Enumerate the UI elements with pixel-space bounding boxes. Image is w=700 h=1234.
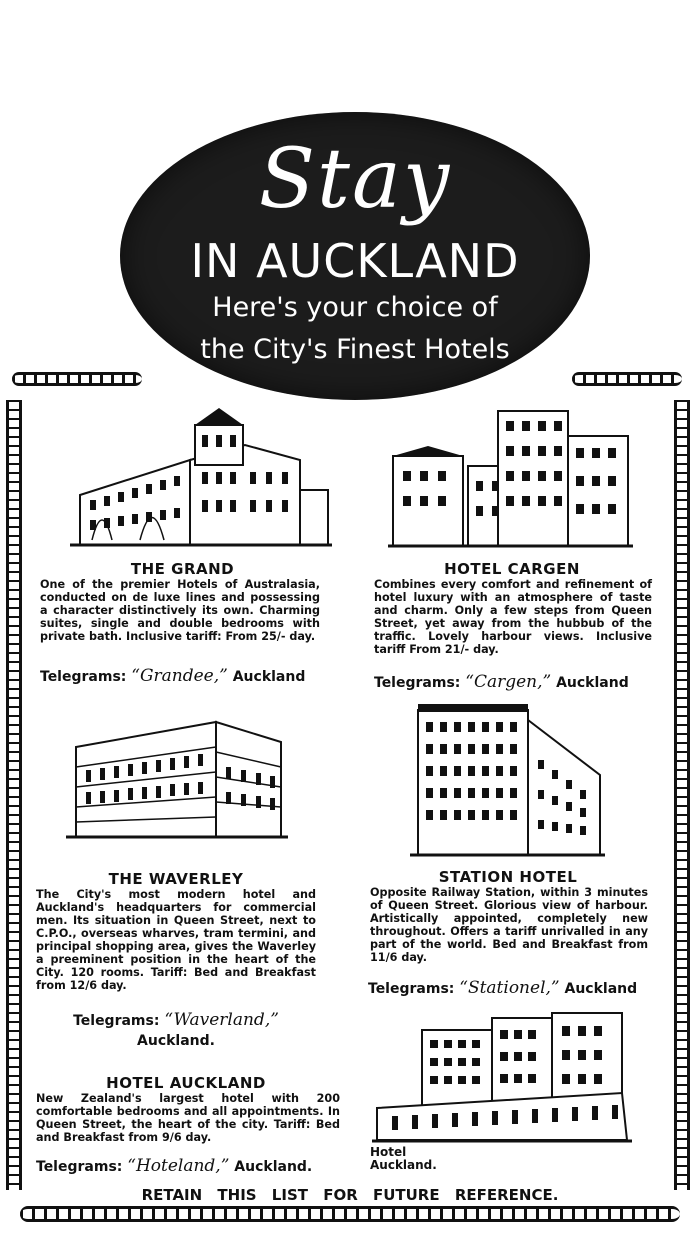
waverley-title: THE WAVERLEY — [108, 870, 244, 888]
station-telegram-label: Telegrams: — [368, 981, 455, 997]
hotel-auckland-caption-line2: Auckland. — [370, 1158, 437, 1172]
waverley-telegram-code: “Waverland,” — [164, 1010, 279, 1030]
station-telegram-city: Auckland — [564, 981, 638, 997]
waverley-telegrams — [36, 1010, 316, 1051]
chain-border-top-left — [12, 372, 142, 386]
grand-telegram-label: Telegrams: — [40, 669, 127, 685]
header-oval — [120, 112, 590, 400]
cargen-description: Combines every comfort and refinement of hotel luxury with an atmosphere of taste and charm. Only a few steps from Queen Street, yet away from the hubbub of the traffic. Lovely harbour views. Inclusive tariff From 21/- day. — [374, 578, 652, 656]
station-description: Opposite Railway Station, within 3 minutes of Queen Street. Glorious view of harbour. Artistically appointed, completely new throughout. Offers a tariff unrivalled in any part of the world. Bed and Breakfast from 11/6 day. — [370, 886, 648, 964]
grand-description: One of the premier Hotels of Australasia, conducted on de luxe lines and possessing a character distinctively its own. Charming suites, single and double bedrooms with private bath. Inclusive tariff: From 25/- day. — [40, 578, 320, 643]
hotel-auckland-telegrams — [36, 1156, 346, 1176]
cargen-telegram-city: Auckland — [556, 675, 629, 691]
grand-telegrams — [40, 666, 340, 686]
waverley-telegram-label: Telegrams: — [73, 1013, 160, 1029]
waverley-description: The City's most modern hotel and Auckland's headquarters for commercial men. Its situation in Queen Street, next to C.P.O., overseas wharves, tram termini, and principal shopping area, gives the Waverley a preeminent position in the heart of the City. 120 rooms. Tariff: Bed and Breakfast from 12/6 day. — [36, 888, 316, 992]
hotel-auckland-illustration — [372, 1008, 632, 1146]
cargen-telegrams — [374, 672, 664, 692]
cargen-title: HOTEL CARGEN — [444, 560, 580, 578]
hotel-auckland-telegram-label: Telegrams: — [36, 1159, 123, 1175]
station-telegrams — [368, 978, 668, 998]
chain-border-bottom — [20, 1206, 680, 1222]
station-telegram-code: “Stationel,” — [459, 978, 560, 998]
hotel-auckland-title: HOTEL AUCKLAND — [106, 1074, 266, 1092]
choice-line-2: the City's Finest Hotels — [200, 334, 510, 365]
chain-border-left — [6, 400, 22, 1190]
chain-border-right — [674, 400, 690, 1190]
hotel-auckland-telegram-city: Auckland. — [234, 1159, 313, 1175]
hotel-auckland-description: New Zealand's largest hotel with 200 comfortable bedrooms and all appointments. In Queen Street, the heart of the city. Tariff: Bed and Breakfast from 9/6 day. — [36, 1092, 340, 1144]
waverley-hotel-illustration — [66, 712, 288, 842]
grand-title: THE GRAND — [130, 560, 235, 578]
cargen-hotel-illustration — [388, 406, 633, 551]
station-title: STATION HOTEL — [438, 868, 578, 886]
cargen-telegram-code: “Cargen,” — [465, 672, 552, 692]
hotel-auckland-caption-line1: Hotel — [370, 1145, 407, 1159]
hotel-auckland-telegram-code: “Hoteland,” — [127, 1156, 230, 1176]
hotel-auckland-caption — [370, 1146, 450, 1172]
choice-line-1: Here's your choice of — [212, 292, 498, 323]
stay-heading: Stay — [258, 132, 452, 227]
grand-telegram-code: “Grandee,” — [131, 666, 228, 686]
waverley-telegram-city: Auckland. — [137, 1033, 215, 1049]
grand-telegram-city: Auckland — [232, 669, 306, 685]
in-auckland-heading: IN AUCKLAND — [190, 234, 520, 288]
station-hotel-illustration — [410, 700, 605, 860]
cargen-telegram-label: Telegrams: — [374, 675, 461, 691]
grand-hotel-illustration — [70, 400, 332, 550]
chain-border-top-right — [572, 372, 682, 386]
footer-notice: RETAIN THIS LIST FOR FUTURE REFERENCE. — [141, 1186, 559, 1204]
